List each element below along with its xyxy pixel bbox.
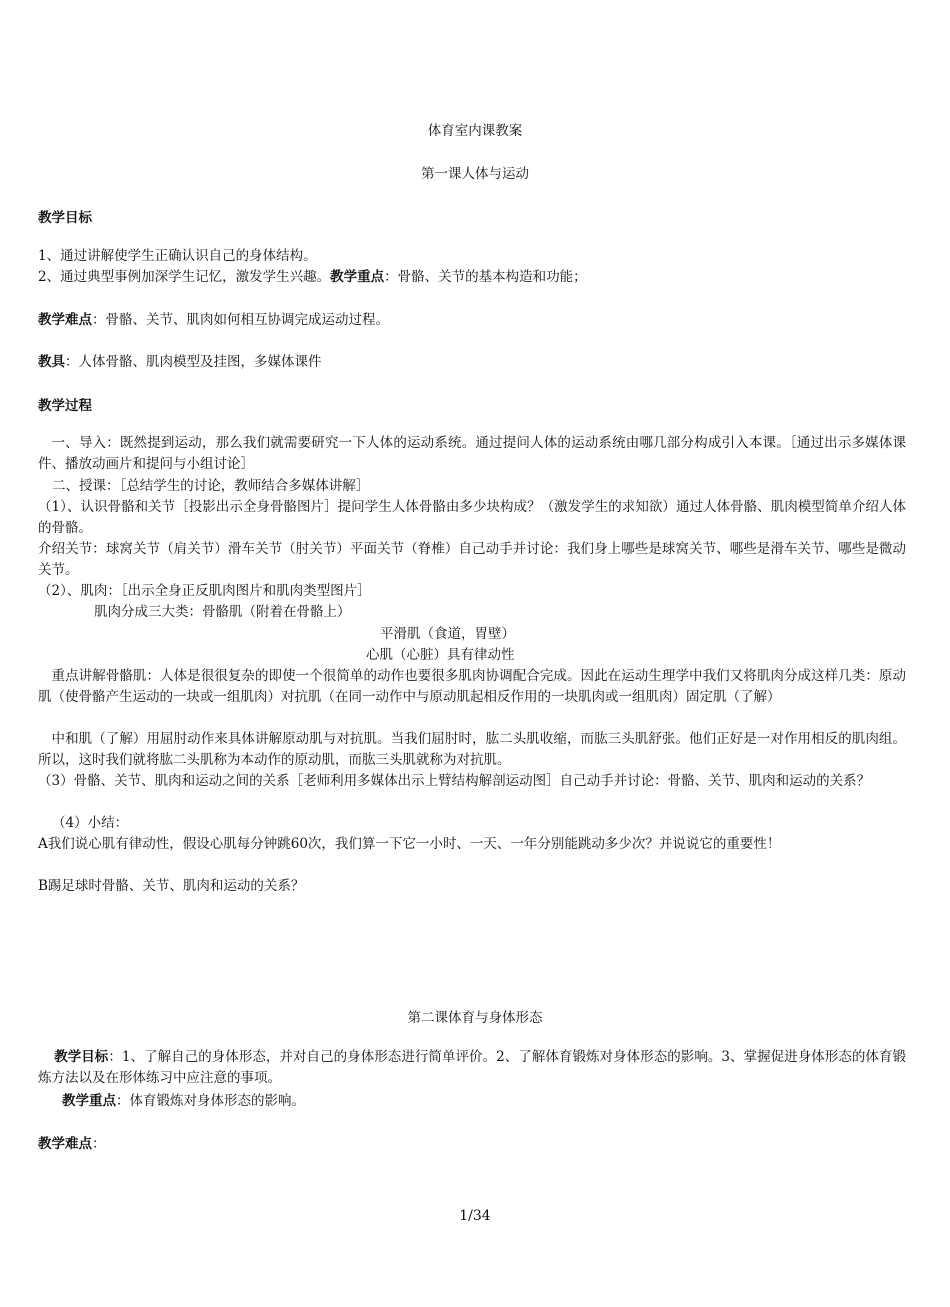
lesson2-key-text: ：体育锻炼对身体形态的影响。 [116, 1093, 305, 1109]
lesson1-goal2: 2、通过典型事例加深学生记忆，激发学生兴趣。 [38, 269, 331, 285]
paragraph-bones: （1）、认识骨骼和关节［投影出示全身骨骼图片］提问学生人体骨骼由多少块构成？（激发学生的求知欲）通过人体骨骼、肌肉模型简单介绍人体的骨骼。 [38, 499, 906, 536]
lesson1-heading: 第一课人体与运动 [421, 166, 529, 182]
lesson1-tools-label: 教具 [38, 354, 65, 370]
paragraph-a: A我们说心肌有律动性，假设心肌每分钟跳60次，我们算一下它一小时、一天、一年分别能跳动多少次？并说说它的重要性！ [38, 836, 781, 852]
lesson1-goal2-line [38, 267, 587, 287]
page-number: 1/34 [459, 1208, 491, 1224]
paragraph-cardiac-muscle: 心肌（心脏）具有律动性 [366, 647, 515, 663]
paragraph-smooth-muscle: 平滑肌（食道，胃壁） [380, 626, 515, 642]
lesson1-difficulty-text: ：骨骼、关节、肌肉如何相互协调完成运动过程。 [92, 312, 389, 328]
lesson2-key-label: 教学重点 [62, 1093, 116, 1109]
lesson2-goals-text: ：1、了解自己的身体形态，并对自己的身体形态进行简单评价。2、了解体育锻炼对身体形态的影响。3、掌握促进身体形态的体育锻炼方法以及在形体练习中应注意的事项。 [38, 1049, 907, 1086]
lesson1-difficulty-label: 教学难点 [38, 312, 92, 328]
lesson2-difficulty-text: ： [92, 1136, 106, 1152]
lesson1-tools-text: ：人体骨骼、肌肉模型及挂图，多媒体课件 [65, 354, 322, 370]
paragraph-joints: 介绍关节：球窝关节（肩关节）滑车关节（肘关节）平面关节（脊椎）自己动手并讨论：我们身上哪些是球窝关节、哪些是滑车关节、哪些是微动关节。 [38, 541, 906, 578]
paragraph-summary: （4）小结： [52, 815, 129, 831]
lesson1-key-text: ：骨骼、关节的基本构造和功能； [384, 269, 587, 285]
paragraph-muscle-types: 肌肉分成三大类：骨骼肌（附着在骨骼上） [94, 604, 351, 620]
lesson1-goal1: 1、通过讲解使学生正确认识自己的身体结构。 [38, 248, 317, 264]
lesson2-goals-label: 教学目标 [54, 1049, 109, 1065]
lesson2-key [62, 1091, 305, 1111]
lesson2-difficulty-label: 教学难点 [38, 1136, 92, 1152]
lesson1-goals-label: 教学目标 [38, 210, 92, 226]
lesson2-goals [38, 1047, 906, 1089]
lesson1-tools [38, 352, 322, 372]
paragraph-focus: 重点讲解骨骼肌：人体是很很复杂的即使一个很简单的动作也要很多肌肉协调配合完成。因此在运动生理学中我们又将肌肉分成这样几类：原动肌（使骨骼产生运动的一块或一组肌肉）对抗肌（在同一动作中与原动肌起相反作用的一块肌肉或一组肌肉）固定肌（了解） [38, 668, 906, 705]
lesson1-key-label: 教学重点 [330, 269, 385, 285]
lesson1-difficulty [38, 310, 389, 330]
paragraph-teach: 二、授课：［总结学生的讨论，教师结合多媒体讲解］ [52, 478, 370, 494]
document-title: 体育室内课教案 [427, 123, 523, 139]
paragraph-relation: （3）骨骼、关节、肌肉和运动之间的关系［老师利用多媒体出示上臂结构解剖运动图］自己动手并讨论：骨骼、关节、肌肉和运动的关系？ [38, 773, 871, 789]
paragraph-intro: 一、导入：既然提到运动，那么我们就需要研究一下人体的运动系统。通过提问人体的运动系统由哪几部分构成引入本课。［通过出示多媒体课件、播放动画片和提问与小组讨论］ [38, 435, 906, 472]
paragraph-neutral: 中和肌（了解）用屈肘动作来具体讲解原动肌与对抗肌。当我们屈肘时，肱二头肌收缩，而肱三头肌舒张。他们正好是一对作用相反的肌肉组。所以，这时我们就将肱二头肌称为本动作的原动肌，而肱三头肌就称为对抗肌。 [38, 731, 906, 768]
lesson1-process-label: 教学过程 [38, 398, 92, 414]
paragraph-b: B踢足球时骨骼、关节、肌肉和运动的关系？ [38, 878, 305, 894]
lesson2-difficulty [38, 1134, 106, 1154]
paragraph-muscle: （2）、肌肉：［出示全身正反肌肉图片和肌肉类型图片］ [38, 583, 371, 599]
lesson2-heading: 第二课体育与身体形态 [407, 1010, 543, 1026]
